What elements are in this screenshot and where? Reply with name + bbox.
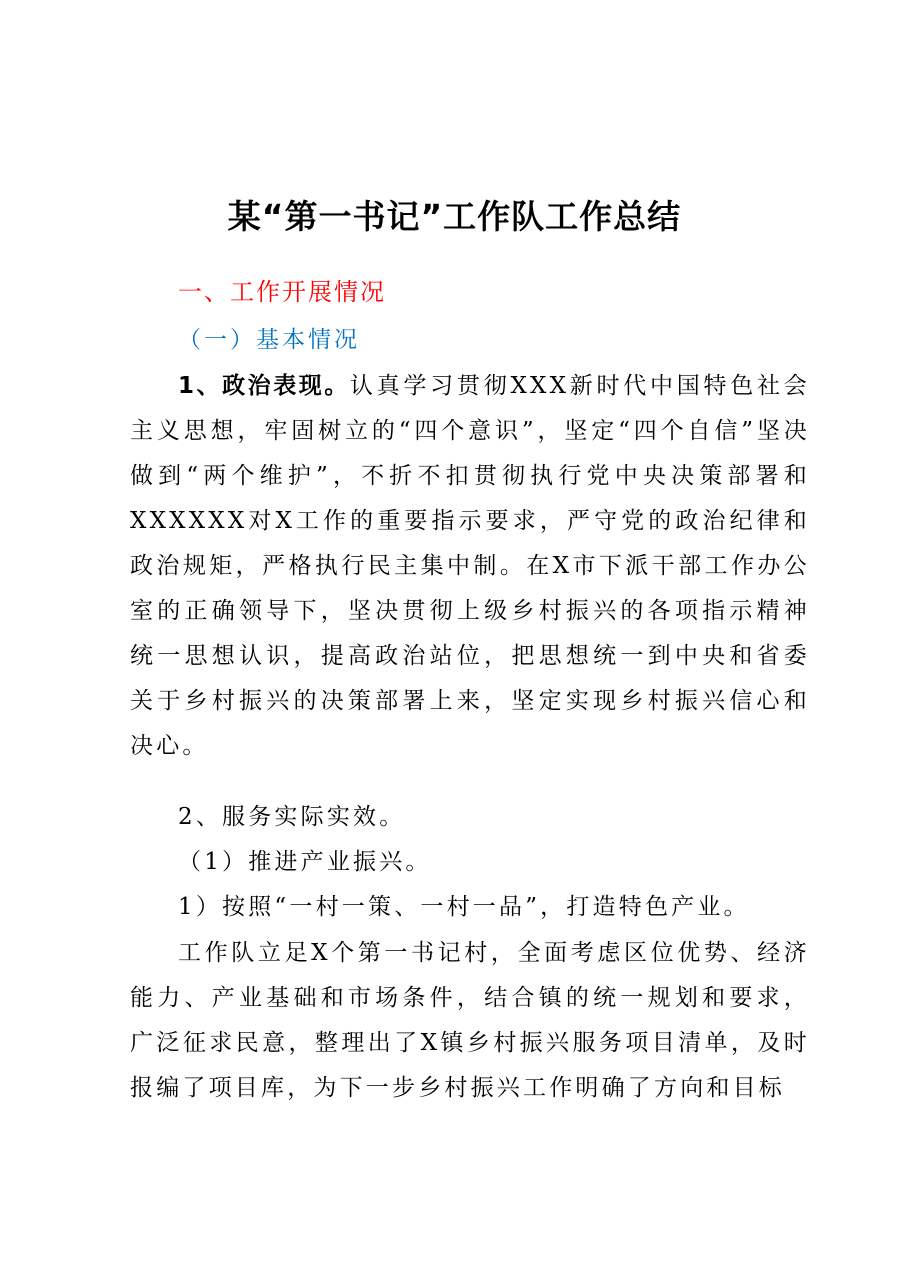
- paragraph-work-team: 工作队立足X个第一书记村，全面考虑区位优势、经济能力、产业基础和市场条件，结合镇的统一规划和要求，广泛征求民意，整理出了X镇乡村振兴服务项目清单，及时报编了项目库，为下一步乡村振兴工作明确了方向和目标: [130, 940, 810, 1101]
- paragraph-one-village-one-product: 1）按照“一村一策、一村一品”，打造特色产业。: [178, 894, 750, 920]
- item-label-political-performance: 1、政治表现。: [178, 373, 350, 399]
- paragraph-political-performance: [130, 364, 810, 769]
- document-title: 某“第一书记”工作队工作总结: [227, 197, 682, 236]
- paragraph-industry-revitalization: （1）推进产业振兴。: [178, 849, 432, 875]
- subsection-heading-basic-situation: （一）基本情况: [178, 327, 360, 353]
- paragraph-service-effectiveness: 2、服务实际实效。: [178, 804, 406, 830]
- paragraph-political-performance-text: 认真学习贯彻XXX新时代中国特色社会主义思想，牢固树立的“四个意识”，坚定“四个自信”坚决做到“两个维护”，不折不扣贯彻执行党中央决策部署和XXXXXX对X工作的重要指示要求，严守党的政治纪律和政治规矩，严格执行民主集中制。在X市下派干部工作办公室的正确领导下，坚决贯彻上级乡村振兴的各项指示精神统一思想认识，提高政治站位，把思想统一到中央和省委关于乡村振兴的决策部署上来，坚定实现乡村振兴信心和决心。: [130, 373, 810, 759]
- section-heading-work-progress: 一、工作开展情况: [178, 278, 386, 306]
